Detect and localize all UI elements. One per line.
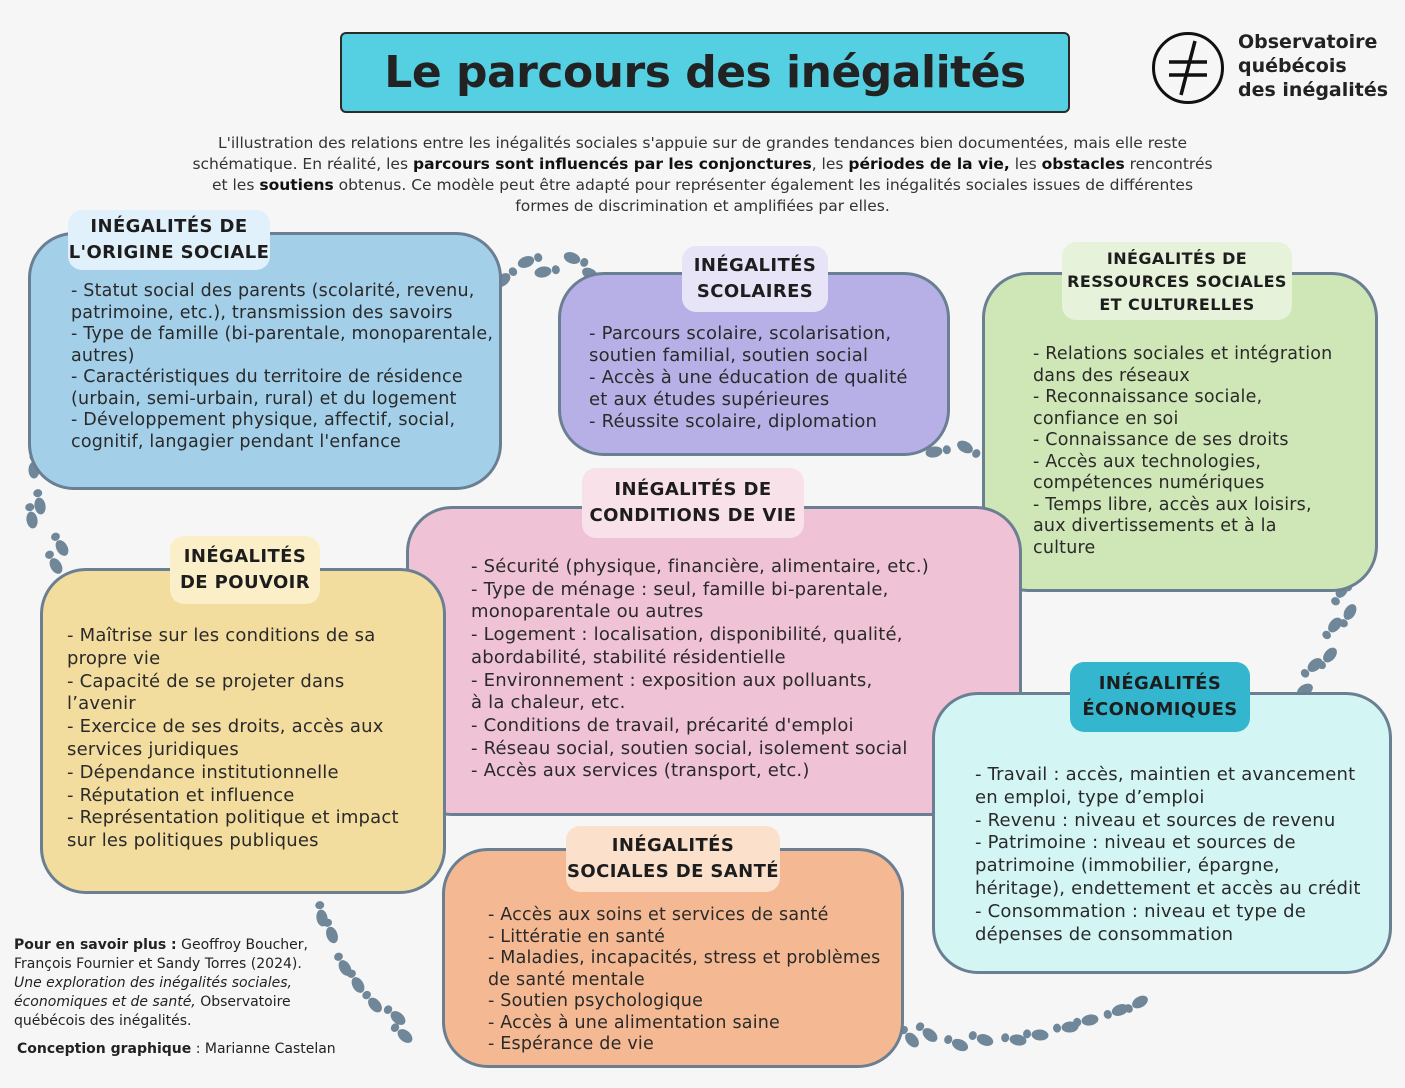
text-scolaires: - Parcours scolaire, scolarisation, soutien familial, soutien social - Accès à une éducation de qualité et aux études supérieures - Réussite scolaire, diplomation [589, 323, 908, 432]
label-economiques: INÉGALITÉS ÉCONOMIQUES [1070, 662, 1250, 732]
text-economiques: - Travail : accès, maintien et avancement en emploi, type d’emploi - Revenu : niveau et sources de revenu - Patrimoine : niveau et sources de patrimoine (immobilier, épargne, héritage), endettement et accès au crédit - Consommation : niveau et type de dépenses de consommation [975, 764, 1361, 945]
intro-paragraph: L'illustration des relations entre les inégalités sociales s'appuie sur de grandes tendances bien documentées, mais elle reste schématique. En réalité, les parcours sont influencés par les conjonctures, les périodes de la vie, les obstacles rencontrés et les soutiens obtenus. Ce modèle peut être adapté pour représenter également les inégalités sociales issues de différentes formes de discrimination et amplifiées par elles. [192, 134, 1213, 215]
text-ressources: - Relations sociales et intégration dans des réseaux - Reconnaissance sociale, confiance en soi - Connaissance de ses droits - Accès aux technologies, compétences numériques - Temps libre, accès aux loisirs, aux divertissements et à la culture [1033, 344, 1333, 558]
logo-text: Observatoire québécois des inégalités [1238, 31, 1389, 101]
label-conditions-de-vie: INÉGALITÉS DE CONDITIONS DE VIE [582, 468, 804, 538]
text-sante: - Accès aux soins et services de santé - Littératie en santé - Maladies, incapacités, stress et problèmes de santé mentale - Soutien psychologique - Accès à une alimentation saine - Espérance de vie [488, 905, 881, 1054]
label-ressources: INÉGALITÉS DE RESSOURCES SOCIALES ET CULTURELLES [1062, 242, 1292, 320]
label-origine-sociale: INÉGALITÉS DE L'ORIGINE SOCIALE [68, 210, 270, 270]
label-scolaires: INÉGALITÉS SCOLAIRES [682, 246, 828, 312]
design-credit: Conception graphique : Marianne Castelan [17, 1041, 336, 1057]
text-conditions-de-vie: - Sécurité (physique, financière, alimentaire, etc.) - Type de ménage : seul, famille bi-parentale, monoparentale ou autres - Logement : localisation, disponibilité, qualité, abordabilité, stabilité résidentielle - Environnement : exposition aux polluants, à la chaleur, etc. - Conditions de travail, précarité d'emploi - Réseau social, soutien social, isolement social - Accès aux services (transport, etc.) [471, 556, 930, 782]
label-sante: INÉGALITÉS SOCIALES DE SANTÉ [566, 826, 780, 892]
label-pouvoir: INÉGALITÉS DE POUVOIR [170, 536, 320, 604]
reference-note: Pour en savoir plus : Geoffroy Boucher, François Fournier et Sandy Torres (2024). Une exploration des inégalités sociales, économiques et de santé, Observatoire québécois des inégalités. [14, 937, 308, 1029]
text-pouvoir: - Maîtrise sur les conditions de sa propre vie - Capacité de se projeter dans l’avenir - Exercice de ses droits, accès aux services juridiques - Dépendance institutionnelle - Réputation et influence - Représentation politique et impact sur les politiques publiques [67, 625, 399, 852]
page-title: Le parcours des inégalités [340, 32, 1070, 113]
text-origine-sociale: - Statut social des parents (scolarité, revenu, patrimoine, etc.), transmission des savoirs - Type de famille (bi-parentale, monoparentale, autres) - Caractéristiques du territoire de résidence (urbain, semi-urbain, rural) et du logement - Développement physique, affectif, social, cognitif, langagier pendant l'enfance [71, 281, 494, 452]
